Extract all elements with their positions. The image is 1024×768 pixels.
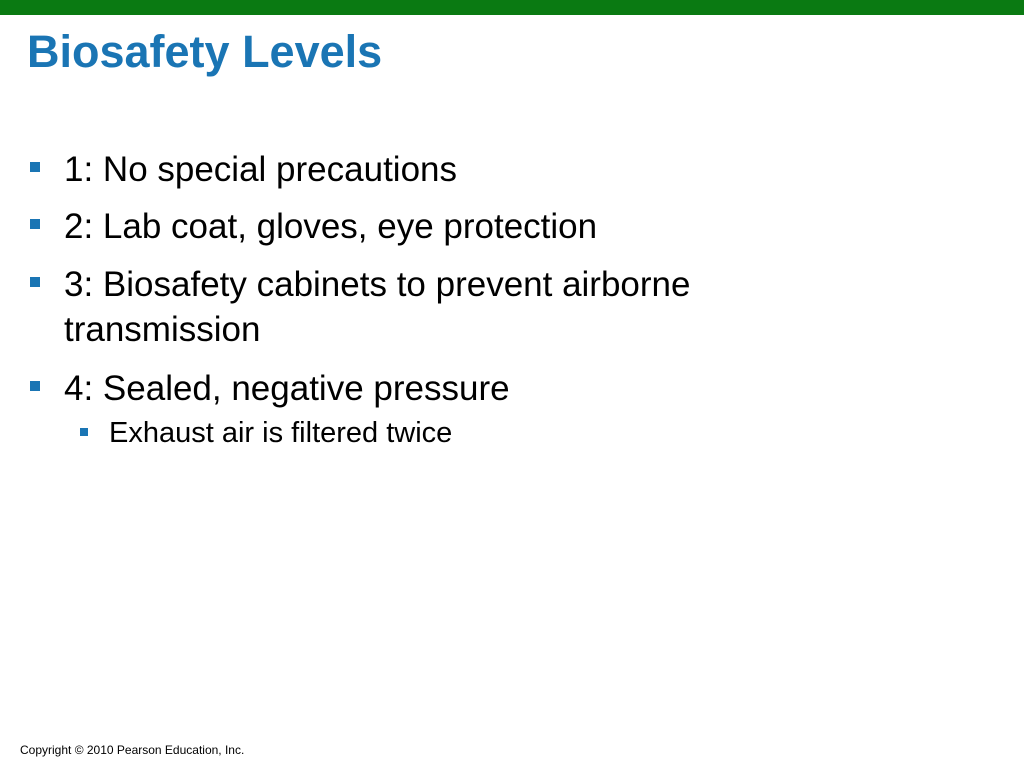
square-bullet-icon — [30, 277, 40, 287]
bullet-text: 2: Lab coat, gloves, eye protection — [64, 207, 598, 246]
bullet-text: 3: Biosafety cabinets to prevent airborne transmission — [64, 265, 691, 349]
square-bullet-icon — [30, 219, 40, 229]
slide-title: Biosafety Levels — [27, 26, 383, 77]
bullet-text: 1: No special precautions — [64, 150, 457, 189]
sub-bullet-text: Exhaust air is filtered twice — [109, 417, 453, 449]
square-bullet-icon — [30, 162, 40, 172]
square-bullet-icon — [30, 381, 40, 391]
copyright-footer: Copyright © 2010 Pearson Education, Inc. — [20, 743, 245, 757]
square-bullet-icon — [80, 428, 88, 436]
bullet-text: 4: Sealed, negative pressure — [64, 369, 510, 408]
top-accent-bar — [0, 0, 1024, 15]
